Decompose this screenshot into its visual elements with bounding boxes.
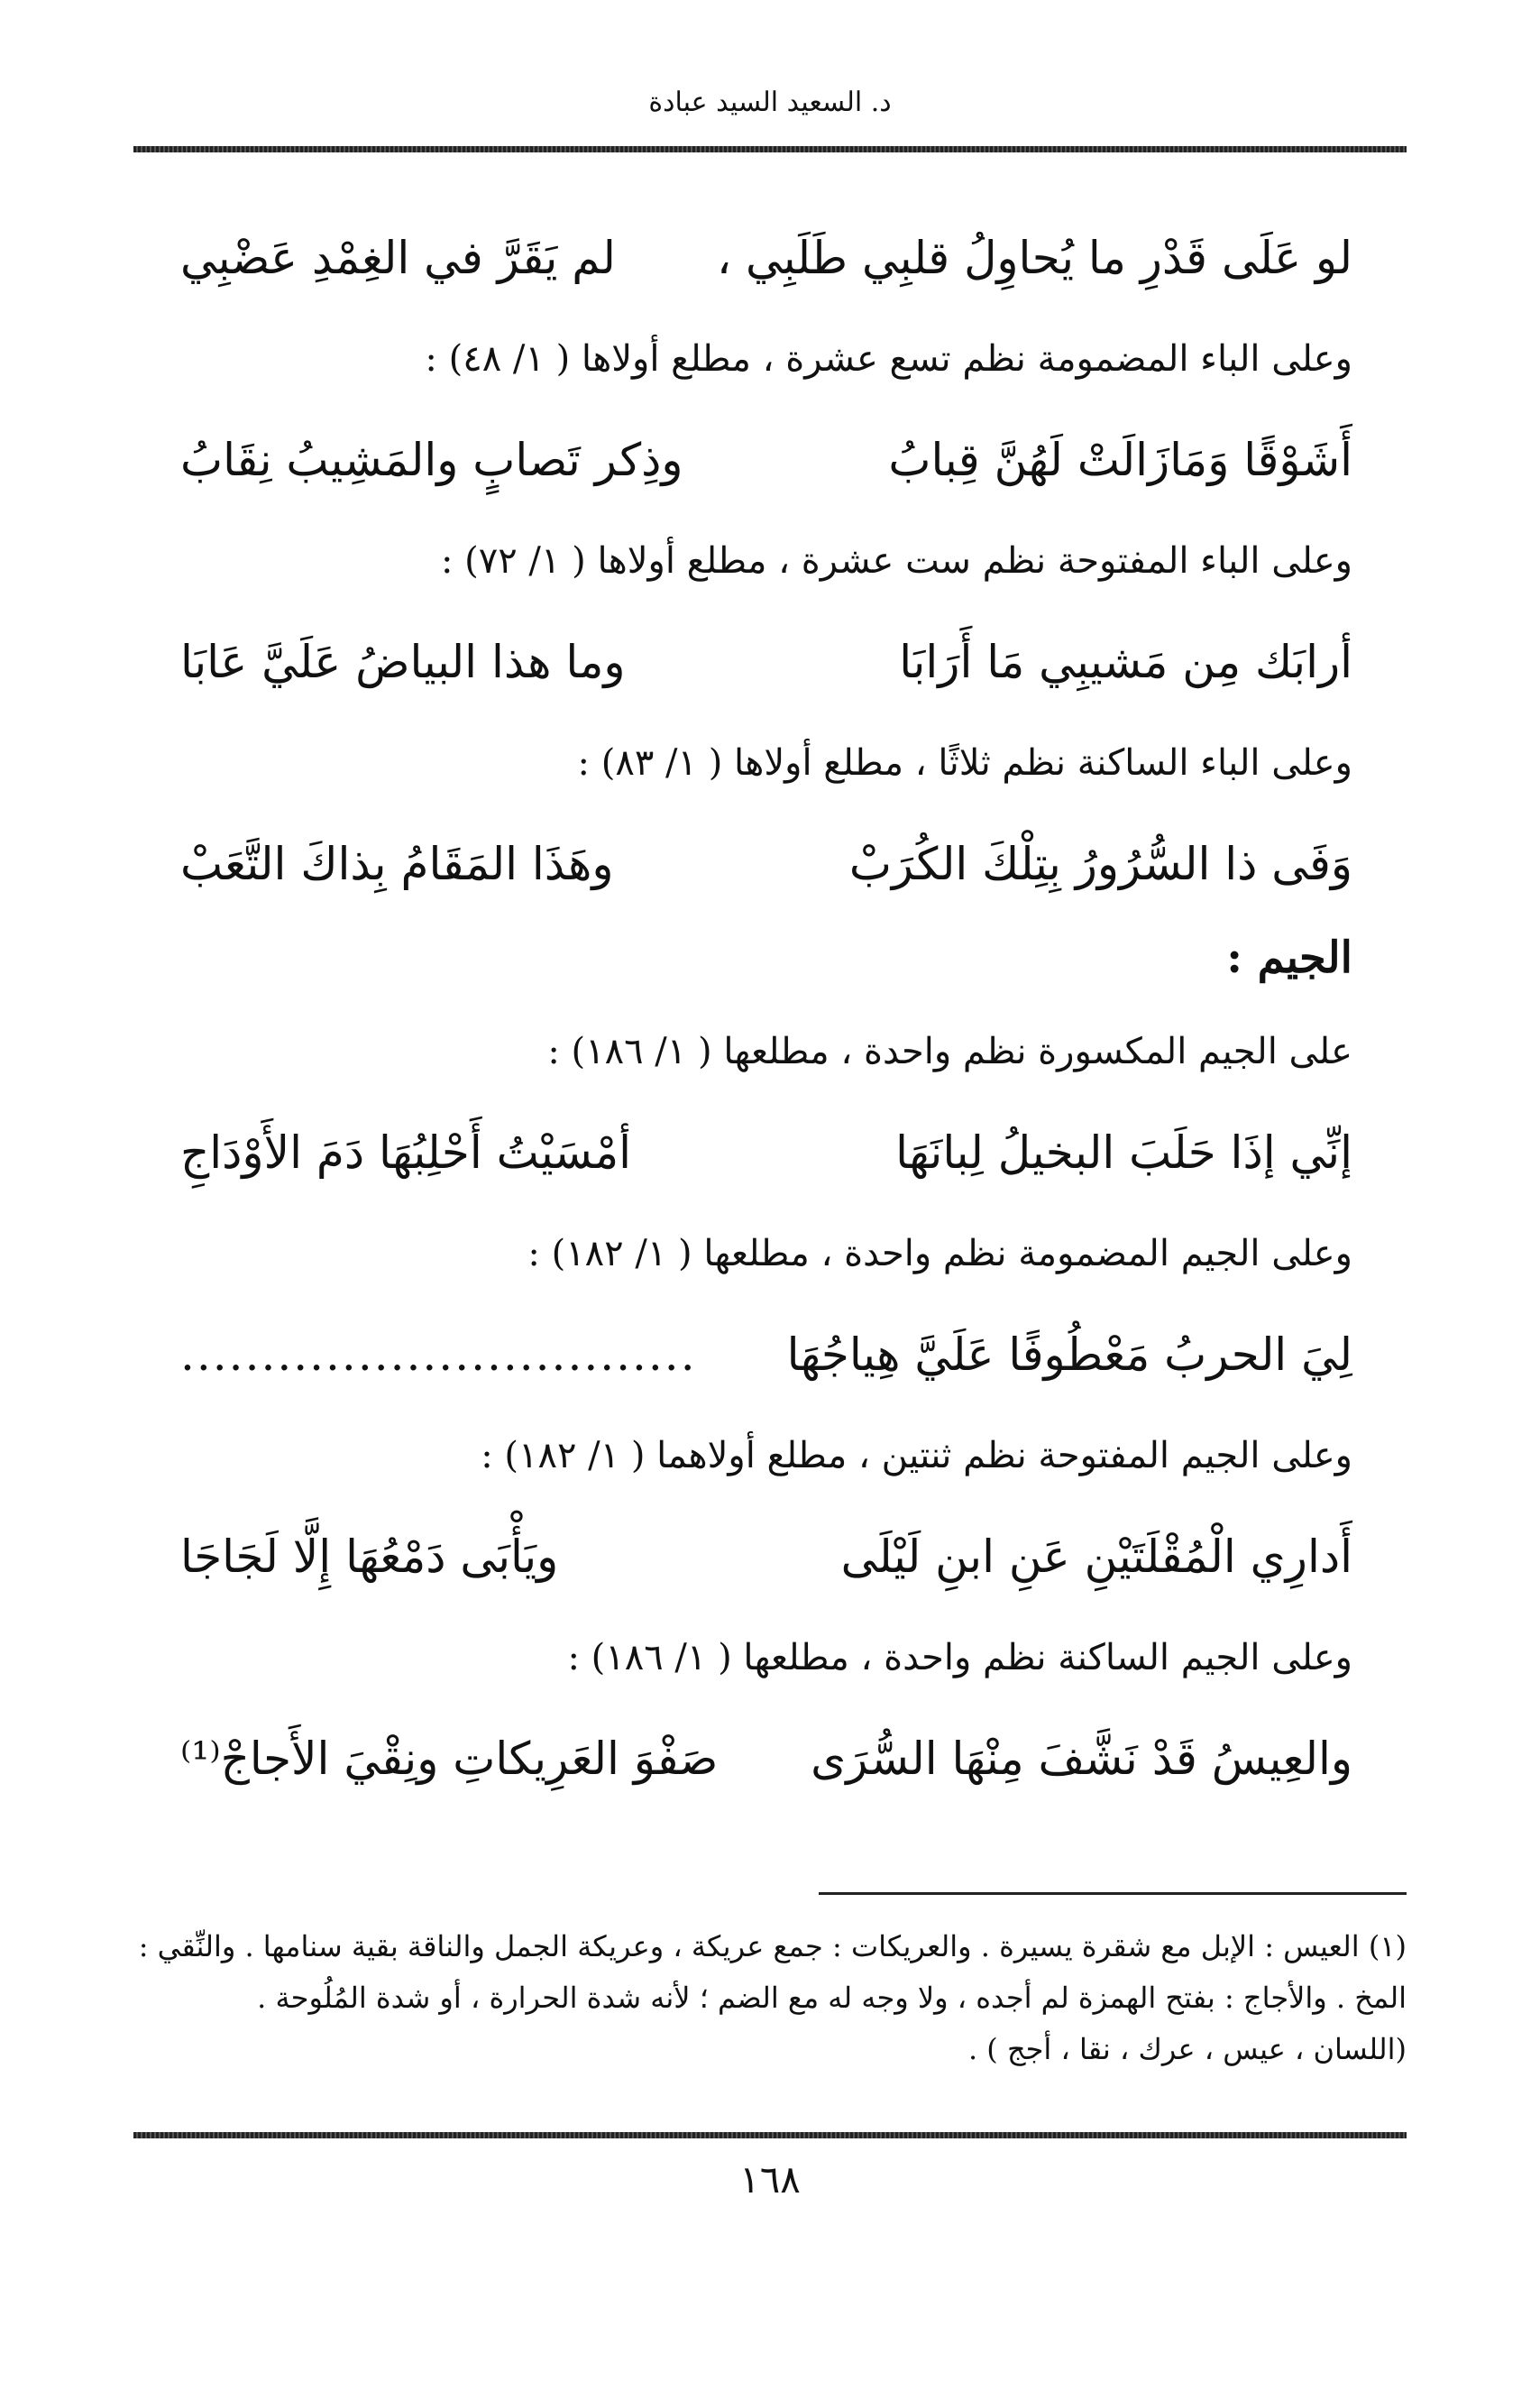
verse-first-hemistich: والعِيسُ قَدْ نَشَّفَ مِنْهَا السُّرَى <box>811 1733 1352 1785</box>
verse-second-hemistich: وذِكر تَصابٍ والمَشِيبُ نِقَابُ <box>180 434 683 486</box>
verse-line <box>180 1102 1352 1203</box>
verse-first-hemistich: إنِّي إذَا حَلَبَ البخيلُ لِبانَهَا <box>895 1126 1352 1179</box>
footnotes <box>133 1921 1407 2075</box>
footer-rule <box>133 2132 1407 2138</box>
verse-line <box>180 207 1352 308</box>
prose-line: على الجيم المكسورة نظم واحدة ، مطلعها ( ١/ ١٨٦) : <box>547 1031 1352 1072</box>
running-header: د. السعيد السيد عبادة <box>648 87 892 118</box>
verse-line <box>180 1304 1352 1405</box>
footnote-separator <box>819 1892 1407 1895</box>
footnote-line: (اللسان ، عيس ، عرك ، نقا ، أجج ) . <box>967 2032 1407 2066</box>
prose-line: وعلى الجيم المفتوحة نظم ثنتين ، مطلع أولاهما ( ١/ ١٨٢) : <box>481 1435 1352 1476</box>
footnote-line: (١) العيس : الإبل مع شقرة يسيرة . والعريكات : جمع عريكة ، وعريكة الجمل والناقة بقية سنامها . والنِّقي : <box>138 1929 1407 1963</box>
verse-first-hemistich: وَفَى ذا السُّرُورُ بِتِلْكَ الكُرَبْ <box>848 838 1352 890</box>
prose-line: وعلى الباء الساكنة نظم ثلاثًا ، مطلع أولاها ( ١/ ٨٣) : <box>577 742 1352 784</box>
verse-first-hemistich: أَدارِي الْمُقْلَتَيْنِ عَنِ ابنِ لَيْلَى <box>840 1531 1352 1583</box>
verse-line <box>180 814 1352 915</box>
verse-second-hemistich: أمْسَيْتُ أَحْلِبُهَا دَمَ الأَوْدَاجِ <box>180 1126 632 1179</box>
page-body <box>180 207 1352 1809</box>
verse-line <box>180 611 1352 712</box>
verse-first-hemistich: لو عَلَى قَدْرِ ما يُحاوِلُ قلبِي طَلَبِي ، <box>716 232 1352 284</box>
verse-line <box>180 1708 1352 1809</box>
verse-second-hemistich: وهَذَا المَقَامُ بِذاكَ التَّعَبْ <box>180 838 614 890</box>
footnote-line: المخ . والأجاج : بفتح الهمزة لم أجده ، ولا وجه له مع الضم ؛ لأنه شدة الحرارة ، أو شدة المُلُوحة . <box>257 1981 1407 2015</box>
verse-first-hemistich: أرابَك مِن مَشيبِي مَا أَرَابَا <box>899 636 1352 688</box>
verse-line <box>180 1506 1352 1607</box>
verse-second-hemistich: صَفْوَ العَرِيكاتِ ونِقْيَ الأَجاجْ⁽¹⁾ <box>180 1733 719 1785</box>
page-number: ١٦٨ <box>739 2157 801 2202</box>
verse-line <box>180 409 1352 510</box>
prose-line: وعلى الباء المضمومة نظم تسع عشرة ، مطلع أولاها ( ١/ ٤٨) : <box>425 338 1352 380</box>
verse-second-hemistich: ويَأْبَى دَمْعُهَا إِلَّا لَجَاجَا <box>180 1531 559 1583</box>
verse-second-hemistich: ................................ <box>180 1328 697 1381</box>
verse-first-hemistich: أَشَوْقًا وَمَازَالَتْ لَهُنَّ قِبابُ <box>888 434 1352 486</box>
verse-first-hemistich: لِيَ الحربُ مَعْطُوفًا عَلَيَّ هِياجُهَا <box>786 1328 1352 1381</box>
prose-line: وعلى الباء المفتوحة نظم ست عشرة ، مطلع أولاها ( ١/ ٧٢) : <box>440 540 1352 582</box>
verse-second-hemistich: وما هذا البياضُ عَلَيَّ عَابَا <box>180 636 626 688</box>
header-rule <box>133 146 1407 152</box>
verse-second-hemistich: لم يَقَرَّ في الغِمْدِ عَضْبِي <box>180 232 616 284</box>
prose-line: وعلى الجيم المضمومة نظم واحدة ، مطلعها ( ١/ ١٨٢) : <box>527 1233 1352 1274</box>
prose-line: وعلى الجيم الساكنة نظم واحدة ، مطلعها ( ١/ ١٨٦) : <box>567 1637 1352 1678</box>
section-heading: الجيم : <box>1226 933 1352 983</box>
